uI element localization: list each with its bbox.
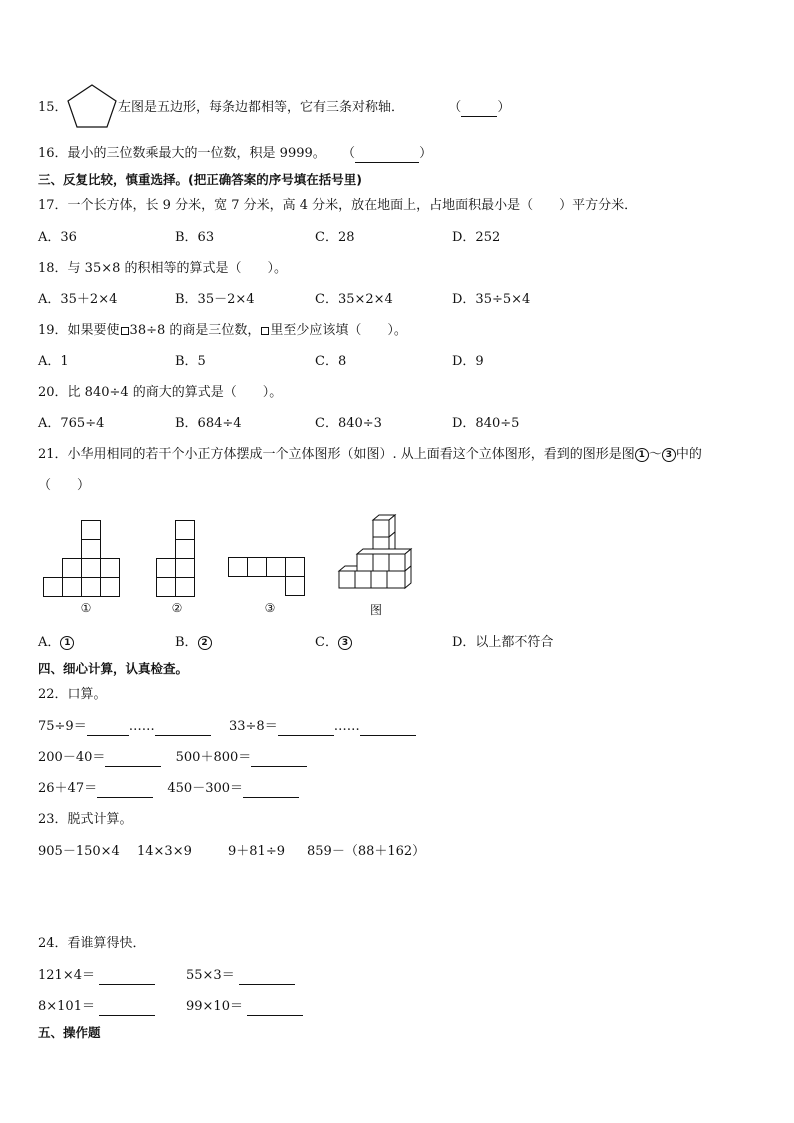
q15-text-line — [118, 99, 510, 117]
q17-option-a[interactable]: A．36 — [38, 230, 77, 245]
q20-text: 20．比 840÷4 的商大的算式是（ ）。 — [38, 385, 283, 400]
q21-figure-2 — [156, 519, 198, 597]
circled-1-icon: 1 — [60, 636, 74, 650]
q24-title: 24．看谁算得快． — [38, 936, 146, 951]
q15-line — [38, 99, 68, 117]
q16-paren-right: ） — [419, 146, 433, 161]
blank-square-icon — [261, 327, 269, 335]
q23-expr-1: 905－150×4 — [38, 844, 120, 859]
q24-row-2b — [186, 998, 303, 1016]
q22-expr-5: 26＋47＝ — [38, 781, 98, 796]
q20-option-c[interactable]: C．840÷3 — [315, 416, 382, 431]
q22-blank-1b[interactable] — [155, 722, 211, 736]
q21-text-a: 21．小华用相同的若干个小正方体摆成一个立体图形（如图）. 从上面看这个立体图形，看到的图形是图 — [38, 447, 635, 462]
q19-text-b: 38÷8 的商是三位数， — [129, 323, 261, 338]
figure-1-label: ① — [80, 601, 92, 615]
q21-option-a-label: A． — [38, 635, 61, 650]
q19-option-c[interactable]: C．8 — [315, 354, 347, 369]
q22-ellipsis-1: …… — [128, 719, 155, 734]
pentagon-figure — [66, 83, 118, 129]
q20-option-a[interactable]: A．765÷4 — [38, 416, 105, 431]
q22-row-2 — [38, 749, 307, 767]
circled-2-icon: 2 — [198, 636, 212, 650]
circled-3-icon: 3 — [338, 636, 352, 650]
q23-title: 23．脱式计算。 — [38, 812, 133, 827]
q18-text: 18．与 35×8 的积相等的算式是（ ）。 — [38, 261, 288, 276]
q19-line — [38, 322, 407, 340]
q18-option-c[interactable]: C．35×2×4 — [315, 292, 393, 307]
q15-paren-right: ） — [497, 100, 511, 115]
section-5-heading: 五、操作题 — [38, 1025, 101, 1040]
q22-blank-3[interactable] — [105, 753, 161, 767]
q24-expr-2: 55×3＝ — [186, 968, 235, 983]
q18-option-a[interactable]: A．35＋2×4 — [38, 292, 118, 307]
q15-paren-left: （ — [448, 100, 462, 115]
q22-row-1 — [38, 718, 416, 736]
q24-expr-4: 99×10＝ — [186, 999, 243, 1014]
q20-option-d[interactable]: D．840÷5 — [452, 416, 520, 431]
q22-title: 22．口算。 — [38, 687, 107, 702]
q22-blank-1a[interactable] — [87, 722, 129, 736]
q21-3d-figure — [337, 514, 417, 596]
q24-blank-4[interactable] — [247, 1002, 303, 1016]
q18-option-d[interactable]: D．35÷5×4 — [452, 292, 531, 307]
q17-option-c[interactable]: C．28 — [315, 230, 355, 245]
q23-expr-4: 859－（88＋162） — [307, 844, 426, 859]
q17-option-b[interactable]: B．63 — [175, 230, 215, 245]
q22-blank-6[interactable] — [243, 784, 299, 798]
q22-expr-1: 75÷9＝ — [38, 719, 87, 734]
q19-option-b[interactable]: B．5 — [175, 354, 206, 369]
q21-option-c[interactable] — [315, 634, 352, 652]
q23-expr-2: 14×3×9 — [137, 844, 192, 859]
q21-option-d[interactable]: D．以上都不符合 — [452, 635, 554, 650]
q24-blank-3[interactable] — [99, 1002, 155, 1016]
q21-figure-1 — [43, 519, 123, 597]
q20-option-b[interactable]: B．684÷4 — [175, 416, 242, 431]
q21-option-b[interactable] — [175, 634, 212, 652]
q24-row-1b — [186, 967, 295, 985]
q15-answer-blank[interactable] — [461, 103, 497, 117]
q22-ellipsis-2: …… — [333, 719, 360, 734]
q22-blank-2b[interactable] — [360, 722, 416, 736]
q19-text-a: 19．如果要使 — [38, 323, 120, 338]
q23-expr-3: 9＋81÷9 — [228, 844, 285, 859]
circled-1-icon: 1 — [635, 448, 649, 462]
q21-figure-3 — [228, 557, 308, 597]
q16-line — [38, 145, 432, 163]
q22-expr-4: 500＋800＝ — [175, 750, 252, 765]
q21-option-a[interactable] — [38, 634, 74, 652]
q21-option-c-label: C． — [315, 635, 338, 650]
q24-blank-2[interactable] — [239, 971, 295, 985]
q15-text: 左图是五边形，每条边都相等，它有三条对称轴． — [118, 100, 405, 115]
figure-main-label: 图 — [369, 603, 382, 617]
q17-option-d[interactable]: D．252 — [452, 230, 501, 245]
q22-blank-5[interactable] — [97, 784, 153, 798]
q19-option-a[interactable]: A．1 — [38, 354, 69, 369]
q21-line — [38, 446, 702, 464]
q24-row-1a — [38, 967, 155, 985]
q22-expr-2: 33÷8＝ — [229, 719, 278, 734]
q16-paren-left: （ — [342, 146, 356, 161]
q17-text: 17．一个长方体，长 9 分米，宽 7 分米，高 4 分米，放在地面上，占地面积最小是（ ）平方分米． — [38, 198, 638, 213]
circled-3-icon: 3 — [662, 448, 676, 462]
q24-row-2a — [38, 998, 155, 1016]
q22-blank-2a[interactable] — [278, 722, 334, 736]
q21-text-b: ～ — [648, 447, 662, 462]
figure-3-label: ③ — [264, 601, 276, 615]
q16-text: 16．最小的三位数乘最大的一位数，积是 9999。 — [38, 146, 326, 161]
q16-answer-blank[interactable] — [355, 149, 419, 163]
q21-line2: （ ） — [38, 478, 91, 493]
q15-number: 15． — [38, 100, 68, 115]
q21-text-c: 中的 — [675, 447, 702, 462]
section-4-heading: 四、细心计算，认真检查。 — [38, 661, 189, 676]
section-3-heading: 三、反复比较，慎重选择。(把正确答案的序号填在括号里) — [38, 172, 362, 187]
q22-expr-3: 200－40＝ — [38, 750, 106, 765]
q22-blank-4[interactable] — [251, 753, 307, 767]
q21-option-b-label: B． — [175, 635, 198, 650]
figure-2-label: ② — [171, 601, 183, 615]
blank-square-icon — [121, 327, 129, 335]
q24-blank-1[interactable] — [99, 971, 155, 985]
q22-row-3 — [38, 780, 299, 798]
q24-expr-3: 8×101＝ — [38, 999, 95, 1014]
q24-expr-1: 121×4＝ — [38, 968, 95, 983]
q22-expr-6: 450－300＝ — [167, 781, 244, 796]
q19-text-c: 里至少应该填（ ）。 — [270, 323, 407, 338]
q18-option-b[interactable]: B．35－2×4 — [175, 292, 255, 307]
q19-option-d[interactable]: D．9 — [452, 354, 484, 369]
